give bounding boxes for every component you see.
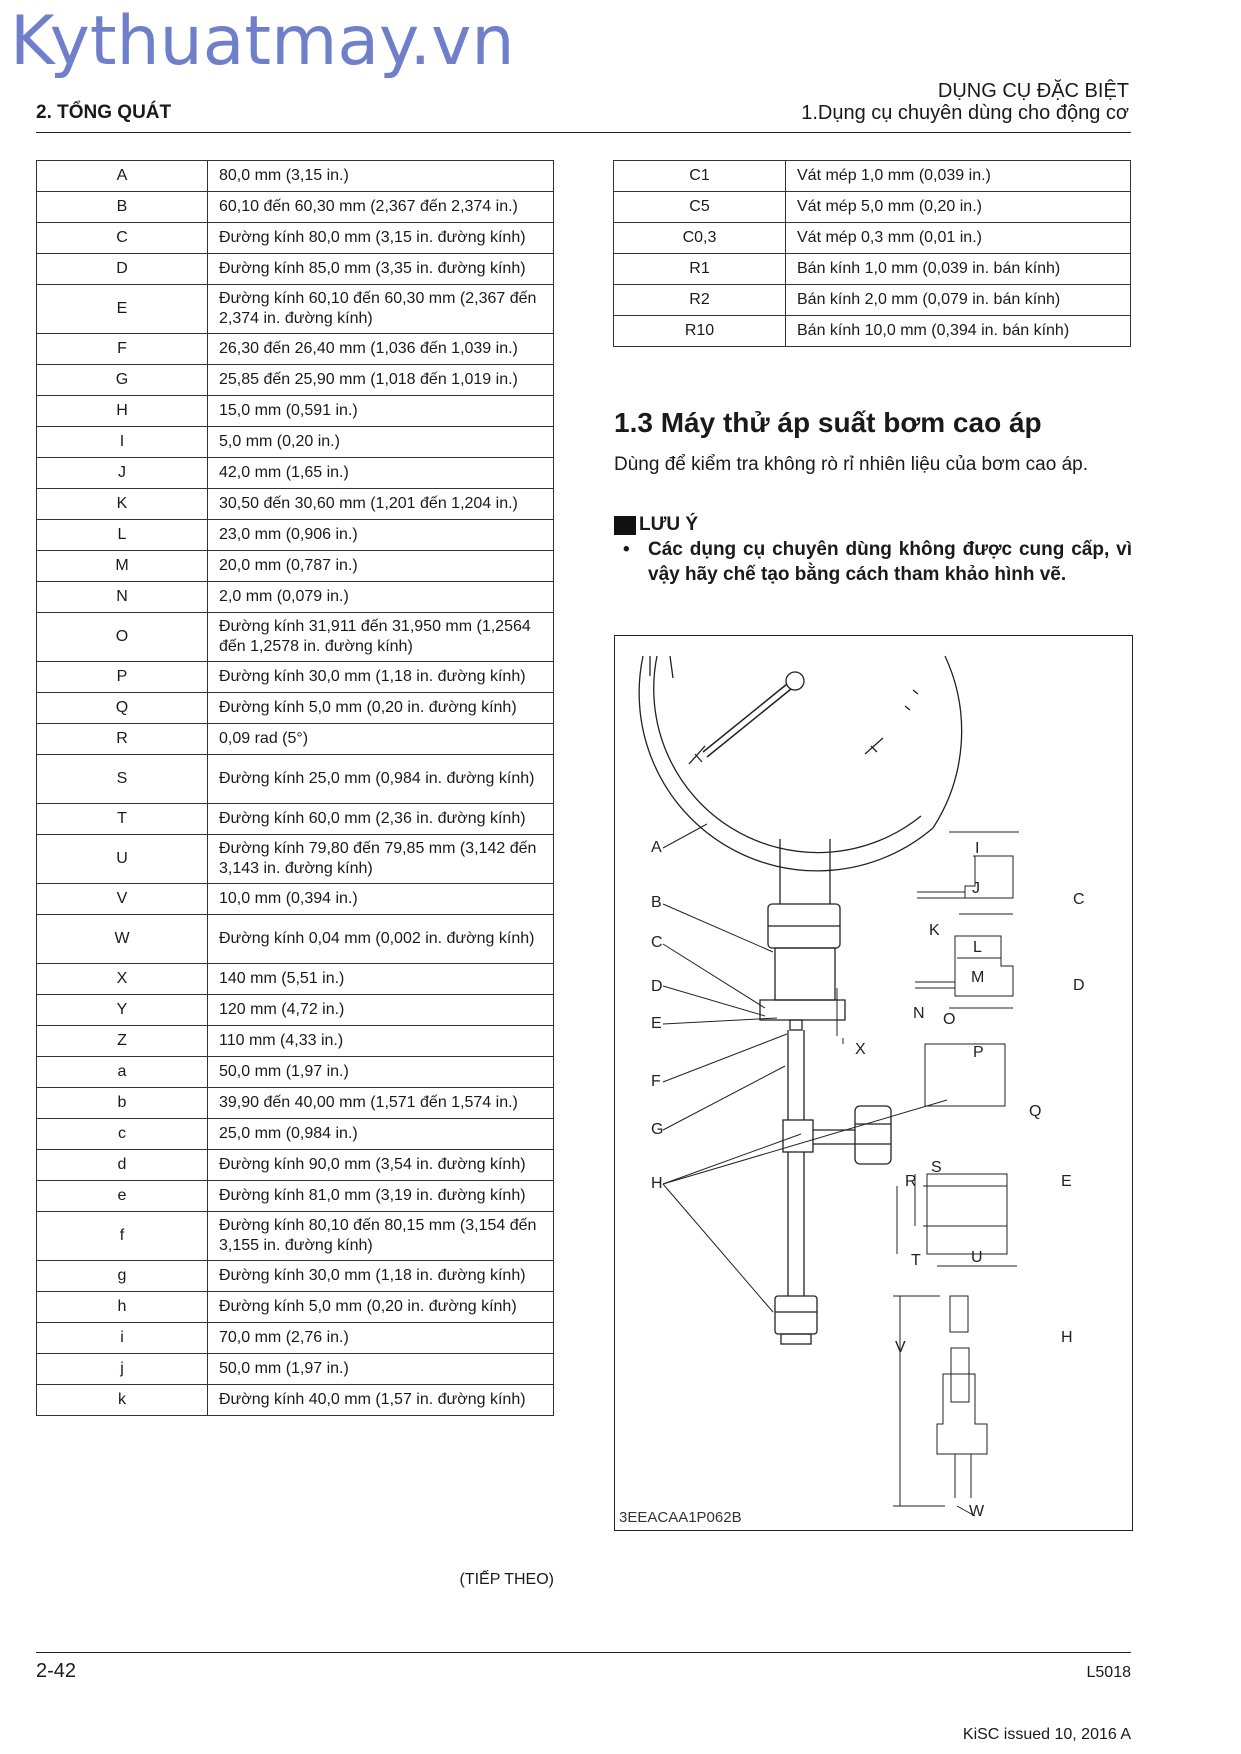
row-key: M [37, 551, 208, 582]
row-value: Đường kính 79,80 đến 79,85 mm (3,142 đến 3,143 in. đường kính) [208, 835, 554, 884]
row-value: Vát mép 0,3 mm (0,01 in.) [786, 223, 1131, 254]
row-value: Đường kính 40,0 mm (1,57 in. đường kính) [208, 1385, 554, 1416]
table-row [37, 520, 554, 551]
table-row [37, 334, 554, 365]
table-row [37, 1212, 554, 1261]
model-code: L5018 [1086, 1664, 1131, 1681]
label-l: L [973, 939, 982, 956]
table-row [37, 254, 554, 285]
table-row [614, 223, 1131, 254]
figure-labels [651, 839, 1085, 1520]
row-key: d [37, 1150, 208, 1181]
label-i: I [975, 840, 980, 857]
label-o: O [943, 1011, 956, 1028]
row-value: 110 mm (4,33 in.) [208, 1026, 554, 1057]
page-number: 2-42 [36, 1660, 77, 1682]
label-h-detail: H [1061, 1329, 1073, 1346]
row-key: R1 [614, 254, 786, 285]
row-value: Đường kính 60,0 mm (2,36 in. đường kính) [208, 804, 554, 835]
label-e: E [651, 1015, 662, 1032]
table-row [37, 285, 554, 334]
label-d: D [651, 978, 663, 995]
table-row [37, 804, 554, 835]
table-row [37, 161, 554, 192]
row-value: Vát mép 1,0 mm (0,039 in.) [786, 161, 1131, 192]
table-row [37, 915, 554, 964]
row-value: 80,0 mm (3,15 in.) [208, 161, 554, 192]
table-row [37, 884, 554, 915]
row-value: Đường kính 25,0 mm (0,984 in. đường kính) [208, 755, 554, 804]
row-value: 20,0 mm (0,787 in.) [208, 551, 554, 582]
row-value: 5,0 mm (0,20 in.) [208, 427, 554, 458]
row-value: Đường kính 31,911 đến 31,950 mm (1,2564 đến 1,2578 in. đường kính) [208, 613, 554, 662]
table-row [37, 964, 554, 995]
row-value: Bán kính 1,0 mm (0,039 in. bán kính) [786, 254, 1131, 285]
label-e-detail: E [1061, 1173, 1072, 1190]
table-row [614, 285, 1131, 316]
label-g: G [651, 1121, 664, 1138]
row-key: Y [37, 995, 208, 1026]
table-row [37, 223, 554, 254]
row-key: R2 [614, 285, 786, 316]
table-row [37, 1323, 554, 1354]
note-text: Các dụng cụ chuyên dùng không được cung cấp, vì vậy hãy chế tạo bằng cách tham khảo hình vẽ. [648, 539, 1132, 585]
row-key: C1 [614, 161, 786, 192]
row-key: i [37, 1323, 208, 1354]
row-key: f [37, 1212, 208, 1261]
table-row [37, 396, 554, 427]
row-value: 50,0 mm (1,97 in.) [208, 1354, 554, 1385]
row-value: 23,0 mm (0,906 in.) [208, 520, 554, 551]
table-row [37, 1088, 554, 1119]
row-value: 39,90 đến 40,00 mm (1,571 đến 1,574 in.) [208, 1088, 554, 1119]
row-key: c [37, 1119, 208, 1150]
row-value: 25,0 mm (0,984 in.) [208, 1119, 554, 1150]
table-row [37, 613, 554, 662]
table-row [37, 427, 554, 458]
row-key: G [37, 365, 208, 396]
label-p: P [973, 1044, 984, 1061]
row-key: P [37, 662, 208, 693]
row-key: a [37, 1057, 208, 1088]
table-row [37, 755, 554, 804]
row-value: Đường kính 30,0 mm (1,18 in. đường kính) [208, 1261, 554, 1292]
row-key: N [37, 582, 208, 613]
label-f: F [651, 1073, 661, 1090]
bullet-icon: • [623, 539, 630, 560]
table-row [37, 1292, 554, 1323]
note-square-icon [614, 516, 636, 535]
row-key: K [37, 489, 208, 520]
row-key: Z [37, 1026, 208, 1057]
row-key: X [37, 964, 208, 995]
table-row [614, 316, 1131, 347]
table-row [37, 1119, 554, 1150]
section-description: Dùng để kiểm tra không rò rỉ nhiên liệu của bơm cao áp. [614, 454, 1088, 475]
row-key: j [37, 1354, 208, 1385]
spec-table-left [36, 160, 554, 1416]
table-row [37, 458, 554, 489]
label-k: K [929, 922, 940, 939]
row-key: A [37, 161, 208, 192]
row-value: Vát mép 5,0 mm (0,20 in.) [786, 192, 1131, 223]
note-item [623, 537, 1132, 587]
row-key: J [37, 458, 208, 489]
table-row [37, 1354, 554, 1385]
row-key: C [37, 223, 208, 254]
label-s: S [931, 1159, 942, 1176]
row-value: Đường kính 80,10 đến 80,15 mm (3,154 đến 3,155 in. đường kính) [208, 1212, 554, 1261]
table-row [37, 582, 554, 613]
table-row [37, 192, 554, 223]
label-q: Q [1029, 1103, 1042, 1120]
footer-rule [36, 1652, 1131, 1653]
row-value: 120 mm (4,72 in.) [208, 995, 554, 1026]
row-value: Đường kính 60,10 đến 60,30 mm (2,367 đến 2,374 in. đường kính) [208, 285, 554, 334]
table-row [37, 1261, 554, 1292]
row-key: U [37, 835, 208, 884]
row-value: Đường kính 81,0 mm (3,19 in. đường kính) [208, 1181, 554, 1212]
header-title: DỤNG CỤ ĐẶC BIỆT [937, 80, 1129, 102]
row-value: Đường kính 5,0 mm (0,20 in. đường kính) [208, 693, 554, 724]
row-value: 140 mm (5,51 in.) [208, 964, 554, 995]
detail-middle-right [897, 1044, 1017, 1266]
table-row [37, 995, 554, 1026]
section-title: 1.3 Máy thử áp suất bơm cao áp [614, 407, 1042, 438]
label-c: C [651, 934, 663, 951]
table-row [37, 551, 554, 582]
label-d-detail: D [1073, 977, 1085, 994]
issue-info: KiSC issued 10, 2016 A [962, 1726, 1131, 1743]
figure-code: 3EEACAA1P062B [619, 1509, 742, 1526]
row-value: 30,50 đến 30,60 mm (1,201 đến 1,204 in.) [208, 489, 554, 520]
row-value: 70,0 mm (2,76 in.) [208, 1323, 554, 1354]
label-t: T [911, 1252, 921, 1269]
row-key: E [37, 285, 208, 334]
label-x: X [855, 1041, 866, 1058]
header-subtitle: 1.Dụng cụ chuyên dùng cho động cơ [801, 102, 1129, 124]
row-value: 15,0 mm (0,591 in.) [208, 396, 554, 427]
header-rule [36, 132, 1131, 133]
row-key: R [37, 724, 208, 755]
row-key: R10 [614, 316, 786, 347]
row-value: Đường kính 30,0 mm (1,18 in. đường kính) [208, 662, 554, 693]
table-row [37, 662, 554, 693]
row-value: 0,09 rad (5°) [208, 724, 554, 755]
stem-drawing [760, 839, 891, 1344]
continued-note: (TIẾP THEO) [459, 1571, 554, 1588]
label-c-detail: C [1073, 891, 1085, 908]
table-row [37, 1181, 554, 1212]
table-row [37, 1385, 554, 1416]
row-key: B [37, 192, 208, 223]
table-row [614, 254, 1131, 285]
label-h: H [651, 1175, 663, 1192]
row-key: F [37, 334, 208, 365]
table-row [37, 489, 554, 520]
row-value: Bán kính 10,0 mm (0,394 in. bán kính) [786, 316, 1131, 347]
label-b: B [651, 894, 662, 911]
leader-lines [663, 824, 947, 1312]
note-heading [614, 514, 698, 536]
row-key: e [37, 1181, 208, 1212]
table-row [37, 1150, 554, 1181]
table-row [37, 365, 554, 396]
spec-table-right [613, 160, 1131, 347]
row-value: Đường kính 90,0 mm (3,54 in. đường kính) [208, 1150, 554, 1181]
row-value: 26,30 đến 26,40 mm (1,036 đến 1,039 in.) [208, 334, 554, 365]
table-row [37, 835, 554, 884]
row-key: T [37, 804, 208, 835]
row-key: O [37, 613, 208, 662]
label-m: M [971, 969, 985, 986]
table-row [37, 693, 554, 724]
table-row [37, 1026, 554, 1057]
note-title: LƯU Ý [639, 514, 699, 535]
row-value: 25,85 đến 25,90 mm (1,018 đến 1,019 in.) [208, 365, 554, 396]
label-w: W [969, 1503, 985, 1520]
row-value: Đường kính 85,0 mm (3,35 in. đường kính) [208, 254, 554, 285]
row-key: Q [37, 693, 208, 724]
row-value: 10,0 mm (0,394 in.) [208, 884, 554, 915]
row-key: S [37, 755, 208, 804]
header-section: 2. TỔNG QUÁT [36, 102, 172, 123]
row-key: h [37, 1292, 208, 1323]
row-value: Đường kính 80,0 mm (3,15 in. đường kính) [208, 223, 554, 254]
table-row [37, 724, 554, 755]
detail-bottom-right [893, 1296, 987, 1516]
label-j: J [972, 880, 980, 897]
row-value: Đường kính 0,04 mm (0,002 in. đường kính) [208, 915, 554, 964]
row-value: 2,0 mm (0,079 in.) [208, 582, 554, 613]
tester-drawing [614, 635, 1133, 1531]
label-u: U [971, 1249, 983, 1266]
detail-top-right [915, 832, 1019, 1008]
row-value: 50,0 mm (1,97 in.) [208, 1057, 554, 1088]
row-key: C0,3 [614, 223, 786, 254]
table-row [614, 192, 1131, 223]
row-key: L [37, 520, 208, 551]
row-key: V [37, 884, 208, 915]
header-chapter [801, 80, 1129, 124]
label-a: A [651, 839, 662, 856]
tester-drawing-svg [615, 636, 1133, 1531]
watermark: Kythuatmay.vn [10, 2, 515, 81]
row-key: b [37, 1088, 208, 1119]
row-value: 60,10 đến 60,30 mm (2,367 đến 2,374 in.) [208, 192, 554, 223]
row-value: 42,0 mm (1,65 in.) [208, 458, 554, 489]
table-row [614, 161, 1131, 192]
row-key: I [37, 427, 208, 458]
gauge-drawing [639, 656, 962, 871]
row-value: Đường kính 5,0 mm (0,20 in. đường kính) [208, 1292, 554, 1323]
row-key: D [37, 254, 208, 285]
row-key: C5 [614, 192, 786, 223]
row-value: Bán kính 2,0 mm (0,079 in. bán kính) [786, 285, 1131, 316]
table-row [37, 1057, 554, 1088]
row-key: H [37, 396, 208, 427]
row-key: W [37, 915, 208, 964]
label-r: R [905, 1173, 917, 1190]
label-n: N [913, 1005, 925, 1022]
label-v: V [895, 1339, 906, 1356]
row-key: g [37, 1261, 208, 1292]
row-key: k [37, 1385, 208, 1416]
